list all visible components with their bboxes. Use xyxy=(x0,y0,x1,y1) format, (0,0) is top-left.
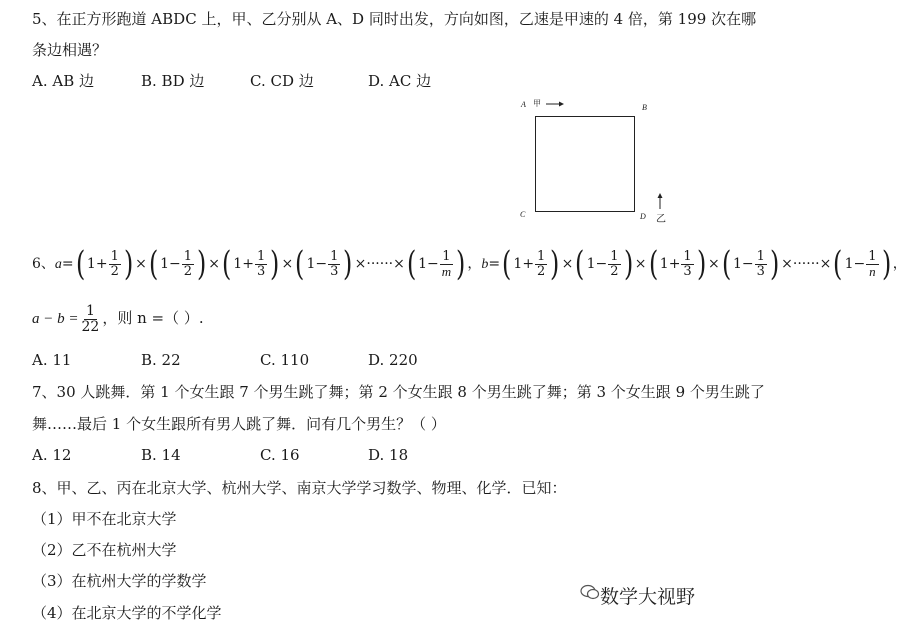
fraction xyxy=(608,250,620,278)
fraction xyxy=(755,250,767,278)
q7-option-c: C. 16 xyxy=(260,446,300,464)
q8-condition-4: （4）在北京大学的不学化学 xyxy=(32,604,222,622)
q7-option-b: B. 14 xyxy=(141,446,181,464)
corner-d-label: D xyxy=(640,212,646,221)
separator-comma: ， xyxy=(467,256,482,272)
q6-option-a: A. 11 xyxy=(32,351,72,369)
condition-lhs: a − b = xyxy=(32,311,79,328)
q6-option-c: C. 110 xyxy=(260,351,310,369)
watermark-text: 数学大视野 xyxy=(600,586,696,608)
q8-stem: 8、甲、乙、丙在北京大学、杭州大学、南京大学学习数学、物理、化学．已知： xyxy=(32,479,567,497)
fraction-denominator-n: n xyxy=(869,263,876,279)
q5-stem-line1: 5、在正方形跑道 ABDC 上，甲、乙分别从 A、D 同时出发，方向如图，乙速是甲速的 4 倍，第 199 次在哪 xyxy=(32,10,757,28)
q6-formula: 6、a= ( 1+ $\frac{1}{2}$ ) × ( 1− $\frac{1}{2}$ ) × ( 1+ $\frac{1}{3}$ ) × ( 1− $\frac{1}{3}$ ) ×······× ( 1− $\frac{1}{m}$ ) ，b= ( 1+ $\frac{1}{2}$ ) × ( 1− $\frac{1}{2}$ ) × ( 1+ $\frac{1}{3}$ ) × ( 1− $\frac{1}{3}$ ) ×······× ( 1− $\frac{1}{n}$ ) ， xyxy=(32,244,907,284)
q6-option-b: B. 22 xyxy=(141,351,181,369)
q8-condition-1: （1）甲不在北京大学 xyxy=(32,510,177,528)
fraction-denominator: 2 xyxy=(183,263,193,279)
fraction-numerator: 1 xyxy=(537,248,546,264)
fraction-numerator: 1 xyxy=(756,248,765,264)
q8-condition-3: （3）在杭州大学的学数学 xyxy=(32,572,207,590)
condition-denominator: 22 xyxy=(81,318,100,335)
fraction-numerator: 1 xyxy=(683,248,692,264)
q5-option-c: C. CD 边 xyxy=(250,72,314,90)
runner-jia-label: 甲 xyxy=(533,99,541,108)
equals-sign: = xyxy=(488,256,501,272)
fraction-numerator: 1 xyxy=(183,248,193,264)
fraction-numerator: 1 xyxy=(868,248,877,264)
q5-option-b: B. BD 边 xyxy=(141,72,205,90)
equals-sign: = xyxy=(61,256,74,272)
fraction-numerator: 1 xyxy=(442,248,451,264)
condition-numerator: 1 xyxy=(85,303,95,319)
fraction-denominator: 2 xyxy=(537,263,546,279)
fraction-denominator: 3 xyxy=(330,263,339,279)
var-b: b xyxy=(481,257,489,272)
fraction-numerator: 1 xyxy=(256,248,266,264)
fraction xyxy=(255,250,267,278)
q5-stem-line2: 条边相遇？ xyxy=(32,41,108,59)
q7-stem-line2: 舞……最后 1 个女生跟所有男人跳了舞．问有几个男生？（ ） xyxy=(32,415,446,433)
fraction-denominator: 3 xyxy=(683,263,692,279)
fraction-denominator: 2 xyxy=(110,263,119,279)
fraction xyxy=(866,250,878,278)
q6-option-d: D. 220 xyxy=(368,351,418,369)
corner-a-label: A xyxy=(521,100,526,109)
var-a: a xyxy=(54,257,62,272)
square-track xyxy=(535,116,635,212)
corner-b-label: B xyxy=(642,103,647,112)
arrow-up-icon xyxy=(656,192,664,210)
fraction-numerator: 1 xyxy=(110,248,119,264)
q7-option-a: A. 12 xyxy=(32,446,72,464)
fraction xyxy=(328,250,340,278)
fraction xyxy=(535,250,547,278)
fraction xyxy=(109,250,121,278)
q8-condition-2: （2）乙不在杭州大学 xyxy=(32,541,177,559)
q6-condition xyxy=(32,304,204,334)
corner-c-label: C xyxy=(520,210,526,219)
condition-question: ，则 n =（ ）. xyxy=(102,309,204,328)
fraction-numerator: 1 xyxy=(330,248,339,264)
runner-yi-label: 乙 xyxy=(656,214,666,225)
fraction-denominator-m: m xyxy=(441,263,452,279)
q5-option-d: D. AC 边 xyxy=(368,72,432,90)
fraction xyxy=(440,250,453,278)
q7-stem-line1: 7、30 人跳舞．第 1 个女生跟 7 个男生跳了舞；第 2 个女生跟 8 个男生跳了舞；第 3 个女生跟 9 个男生跳了 xyxy=(32,383,765,401)
fraction xyxy=(182,250,194,278)
ellipsis-product: ×······× xyxy=(354,256,405,272)
condition-fraction xyxy=(80,304,102,334)
wechat-icon xyxy=(580,584,600,600)
q7-option-d: D. 18 xyxy=(368,446,409,464)
trailing-comma: ， xyxy=(892,256,907,272)
q5-square-track-diagram xyxy=(512,94,680,228)
fraction-denominator: 3 xyxy=(256,263,266,279)
arrow-right-icon xyxy=(545,100,565,108)
fraction-denominator: 2 xyxy=(610,263,619,279)
fraction xyxy=(681,250,693,278)
ellipsis-product: ×······× xyxy=(781,256,832,272)
q6-number: 6、 xyxy=(32,256,55,272)
fraction-denominator: 3 xyxy=(756,263,765,279)
q5-option-a: A. AB 边 xyxy=(32,72,94,90)
fraction-numerator: 1 xyxy=(610,248,619,264)
